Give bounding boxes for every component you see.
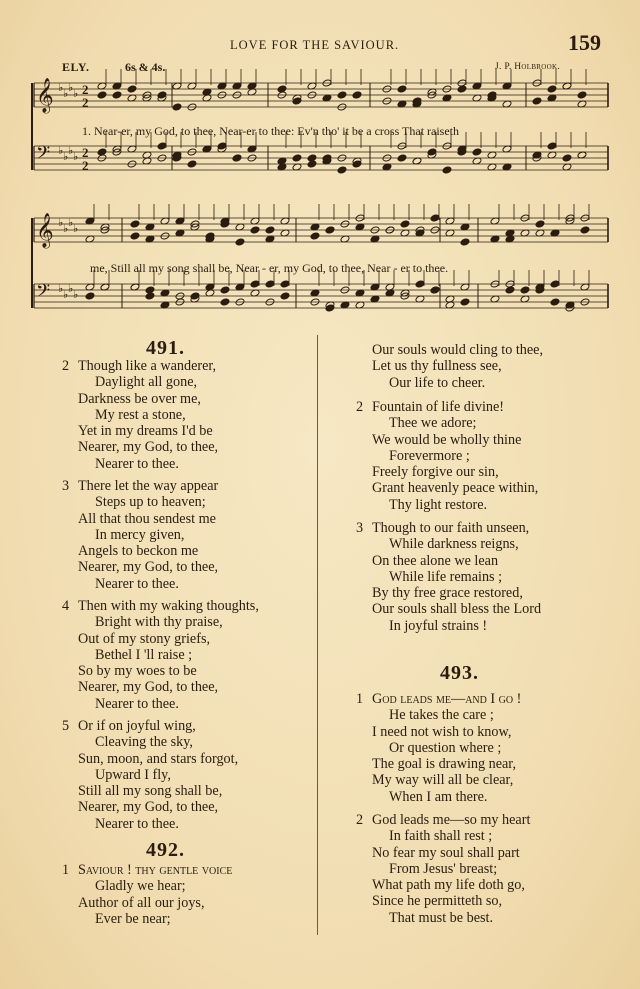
clef-icon: 𝄞 <box>36 213 54 248</box>
hymn491-stanza-2 <box>62 358 219 472</box>
hymn-number-491: 491. <box>146 337 185 359</box>
hymn492-stanza-1-cont <box>372 342 543 391</box>
verse-line: God leads me—and I go ! <box>372 691 522 707</box>
notehead <box>112 91 122 99</box>
running-title: LOVE FOR THE SAVIOUR. <box>230 38 400 52</box>
verse-line: God leads me—so my heart <box>372 812 531 828</box>
hymn492-stanza-1 <box>62 862 233 927</box>
verse-line: Thy light restore. <box>389 496 488 513</box>
verse-line: In faith shall rest ; <box>389 828 493 845</box>
notehead <box>220 298 230 306</box>
verse-line: While darkness reigns, <box>389 536 519 553</box>
notehead <box>532 97 542 105</box>
notehead <box>550 298 560 306</box>
clef-icon: 𝄢 <box>36 143 51 168</box>
notehead <box>172 103 182 111</box>
notehead <box>337 166 347 174</box>
notehead <box>520 286 530 294</box>
verse-line: Or if on joyful wing, <box>78 718 196 734</box>
flat-icon: ♭ <box>58 217 64 229</box>
verse-line: Though like a wanderer, <box>78 358 217 374</box>
tune-meter: 6s & 4s. <box>125 60 166 74</box>
notehead <box>397 85 407 93</box>
flat-icon: ♭ <box>63 223 69 235</box>
notehead <box>85 292 95 300</box>
time-signature: 2 <box>82 158 89 173</box>
music-score <box>0 0 640 330</box>
stanza-number: 2 <box>356 812 364 828</box>
verse-line: Out of my stony griefs, <box>78 630 211 647</box>
verse-line: Darkness be over me, <box>78 390 201 407</box>
verse-line: Since he permitteth so, <box>372 893 503 910</box>
notehead <box>580 226 590 234</box>
flat-icon: ♭ <box>68 283 74 295</box>
notehead <box>145 292 155 300</box>
flat-icon: ♭ <box>58 145 64 157</box>
verse-line: Nearer, my God, to thee, <box>78 679 219 696</box>
notehead <box>460 238 470 246</box>
notehead <box>310 232 320 240</box>
notehead <box>265 280 275 288</box>
notehead <box>442 166 452 174</box>
flat-icon: ♭ <box>68 82 74 94</box>
flat-icon: ♭ <box>68 145 74 157</box>
verse-line: Nearer, my God, to thee, <box>78 799 219 816</box>
verse-line: Angels to beckon me <box>78 543 199 560</box>
notehead <box>190 292 200 300</box>
flat-icon: ♭ <box>58 82 64 94</box>
verse-line: Author of all our joys, <box>78 894 205 911</box>
flat-icon: ♭ <box>73 289 79 301</box>
verse-line: Then with my waking thoughts, <box>78 598 259 614</box>
notehead <box>280 280 290 288</box>
page-number: 159 <box>568 30 601 55</box>
flat-icon: ♭ <box>68 217 74 229</box>
verse-line: Gladly we hear; <box>95 878 186 895</box>
verse-line: Our souls shall bless the Lord <box>372 601 542 618</box>
verse-line: He takes the care ; <box>389 707 494 724</box>
notehead <box>292 154 302 162</box>
verse-line: That must be best. <box>389 909 494 926</box>
flat-icon: ♭ <box>63 88 69 100</box>
flat-icon: ♭ <box>73 223 79 235</box>
stanza-number: 3 <box>356 520 364 536</box>
notehead <box>577 91 587 99</box>
verse-line: Freely forgive our sin, <box>372 464 499 481</box>
lyrics-line-1: 1. Near-er, my God, to thee, Near-er to thee: Ev'n tho' it be a cross That raiseth <box>82 124 460 138</box>
notehead <box>157 91 167 99</box>
notehead <box>187 160 197 168</box>
verse-line: My way will all be clear, <box>372 772 514 789</box>
composer: J. P. Holbrook. <box>495 62 560 72</box>
verse-line: From Jesus' breast; <box>389 860 498 877</box>
verse-line: Grant heavenly peace within, <box>372 480 539 497</box>
notehead <box>547 85 557 93</box>
notehead <box>217 142 227 150</box>
verse-line: The goal is drawing near, <box>372 756 517 773</box>
flat-icon: ♭ <box>63 151 69 163</box>
verse-line: Steps up to heaven; <box>95 494 206 511</box>
stanza-number: 2 <box>62 358 70 374</box>
verse-line: In mercy given, <box>95 526 185 543</box>
stanza-number: 4 <box>62 598 70 614</box>
verse-line: Daylight all gone, <box>95 374 198 391</box>
notehead <box>415 280 425 288</box>
notehead <box>265 226 275 234</box>
notehead <box>220 286 230 294</box>
stanza-number: 1 <box>62 862 70 878</box>
verse-line: Our souls would cling to thee, <box>372 342 544 358</box>
notehead <box>460 298 470 306</box>
verse-line: Upward I fly, <box>95 766 171 783</box>
flat-icon: ♭ <box>63 289 69 301</box>
hymn491-stanza-3 <box>62 478 219 592</box>
clef-icon: 𝄞 <box>36 78 54 113</box>
flat-icon: ♭ <box>73 88 79 100</box>
verse-line: Saviour ! thy gentle voice <box>78 862 233 878</box>
hymn493-stanza-2 <box>356 812 531 926</box>
verse-line: Sun, moon, and stars forgot, <box>78 750 239 767</box>
verse-line: Nearer to thee. <box>95 455 179 472</box>
verse-line: Forevermore ; <box>389 447 470 464</box>
stanza-number: 1 <box>356 691 364 707</box>
verse-line: There let the way appear <box>78 478 219 494</box>
verse-line: While life remains ; <box>389 568 503 585</box>
flat-icon: ♭ <box>73 151 79 163</box>
verse-line: So by my woes to be <box>78 663 197 680</box>
notehead <box>535 220 545 228</box>
hymn-number-493: 493. <box>440 662 479 684</box>
notehead <box>157 142 167 150</box>
notehead <box>472 148 482 156</box>
verse-line: All that thou sendest me <box>78 510 216 527</box>
notehead <box>430 214 440 222</box>
stanza-number: 2 <box>356 399 364 415</box>
notehead <box>97 148 107 156</box>
hymn-number-492: 492. <box>146 839 185 861</box>
time-signature: 2 <box>82 82 89 97</box>
notehead <box>562 154 572 162</box>
verse-line: Nearer, my God, to thee, <box>78 439 219 456</box>
verse-line: Thee we adore; <box>389 415 477 432</box>
notehead <box>337 91 347 99</box>
stanza-number: 5 <box>62 718 70 734</box>
column-divider <box>317 335 318 935</box>
clef-icon: 𝄢 <box>36 281 51 306</box>
verse-line: When I am there. <box>389 788 488 805</box>
verse-line: Yet in my dreams I'd be <box>78 423 213 440</box>
verse-line: In joyful strains ! <box>389 617 488 634</box>
time-signature: 2 <box>82 145 89 160</box>
verse-line: Fountain of life divine! <box>372 399 504 415</box>
hymn491-stanza-5 <box>62 718 239 832</box>
verse-line: Or question where ; <box>389 739 502 756</box>
hymn493-stanza-1 <box>356 691 522 805</box>
verse-line: Nearer to thee. <box>95 815 179 832</box>
stanza-number: 3 <box>62 478 70 494</box>
tune-name: ELY. <box>62 60 90 74</box>
notehead <box>232 154 242 162</box>
verse-line: Nearer, my God, to thee, <box>78 559 219 576</box>
notehead <box>235 238 245 246</box>
verse-line: Let us thy fullness see, <box>372 358 502 375</box>
lyrics-line-2: me, Still all my song shall be, Near - er, my God, to thee, Near - er to thee. <box>90 261 449 275</box>
verse-line: Cleaving the sky, <box>95 734 193 751</box>
notehead <box>250 280 260 288</box>
verse-line: What path my life doth go, <box>372 877 525 894</box>
notehead <box>430 286 440 294</box>
notehead <box>352 160 362 168</box>
verse-line: No fear my soul shall part <box>372 844 520 861</box>
notehead <box>97 91 107 99</box>
notehead <box>400 220 410 228</box>
verse-line: Bethel I 'll raise ; <box>95 646 193 663</box>
hymn492-stanza-2 <box>356 399 539 513</box>
notehead <box>130 232 140 240</box>
hymn491-stanza-4 <box>62 598 259 712</box>
verse-line: Still all my song shall be, <box>78 783 223 800</box>
verse-line: Ever be near; <box>95 910 171 927</box>
notehead <box>547 142 557 150</box>
verse-line: Our life to cheer. <box>389 374 486 391</box>
verse-line: Bright with thy praise, <box>95 614 223 631</box>
verse-line: On thee alone we lean <box>372 552 499 569</box>
verse-line: Nearer to thee. <box>95 695 179 712</box>
verse-line: By thy free grace restored, <box>372 585 523 602</box>
notehead <box>307 160 317 168</box>
notehead <box>397 154 407 162</box>
flat-icon: ♭ <box>58 283 64 295</box>
verse-line: Nearer to thee. <box>95 575 179 592</box>
notehead <box>130 220 140 228</box>
verse-line: I need not wish to know, <box>372 723 512 740</box>
notehead <box>550 280 560 288</box>
verse-line: My rest a stone, <box>95 406 186 423</box>
notehead <box>127 85 137 93</box>
verse-line: We would be wholly thine <box>372 431 522 448</box>
notehead <box>280 292 290 300</box>
notehead <box>250 226 260 234</box>
time-signature: 2 <box>82 95 89 110</box>
notehead <box>292 97 302 105</box>
hymn492-stanza-3 <box>356 520 542 634</box>
verse-line: Though to our faith unseen, <box>372 520 530 536</box>
